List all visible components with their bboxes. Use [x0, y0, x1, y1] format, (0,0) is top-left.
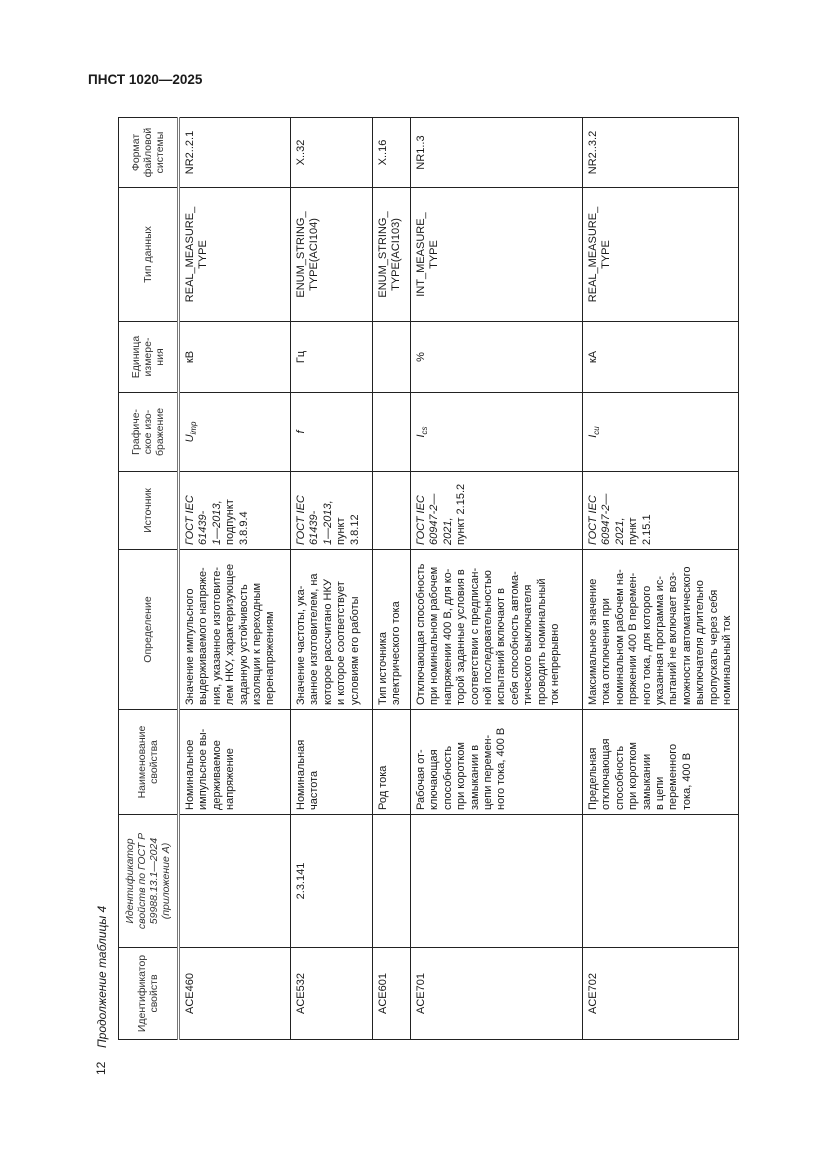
cell-property-name: Номинальное импульсное вы- держиваемое напряжение	[179, 710, 291, 815]
cell-definition: Отключающая способность при номинальном рабочем напряжении 400 В, для ко- торой заданные условия в соответствии с предписан- ной последовательностью испытаний включают в себя способность автома- тического выключателя проводить номинальный ток непрерывно	[411, 550, 583, 710]
header-definition: Определение	[119, 550, 179, 710]
header-source: Источник	[119, 472, 179, 550]
cell-gost-id	[373, 815, 411, 948]
symbol-base: I	[415, 434, 427, 438]
cell-file-format: X..32	[291, 118, 373, 188]
symbol-base: U	[184, 434, 196, 443]
cell-symbol	[583, 393, 739, 472]
header-file-format: Формат файловой системы	[119, 118, 179, 188]
cell-source	[373, 472, 411, 550]
cell-gost-id: 2.3.141	[291, 815, 373, 948]
cell-unit: %	[411, 322, 583, 393]
header-symbol: Графиче- ское изо- бражение	[119, 393, 179, 472]
cell-unit: кА	[583, 322, 739, 393]
table-caption: Продолжение таблицы 4	[95, 905, 109, 1048]
source-standard: ГОСТ IEC 61439- 1—2013,	[295, 495, 334, 545]
table-header-row	[119, 118, 179, 1040]
cell-data-type: ENUM_STRING_ TYPE(ACI104)	[291, 188, 373, 322]
cell-data-type: REAL_MEASURE_ TYPE	[583, 188, 739, 322]
symbol-subscript: cs	[420, 426, 430, 435]
cell-data-type: REAL_MEASURE_ TYPE	[179, 188, 291, 322]
table-row	[179, 118, 291, 1040]
cell-unit: кВ	[179, 322, 291, 393]
cell-source	[411, 472, 583, 550]
page-number: 12	[94, 1061, 108, 1075]
header-property-name: Наименование свойства	[119, 710, 179, 815]
source-clause: пункт 3.8.12	[335, 514, 361, 545]
header-data-type: Тип данных	[119, 188, 179, 322]
source-clause: пункт 2.15.2	[455, 483, 468, 545]
cell-definition: Значение импульсного выдерживаемого напряже- ния, указанное изготовите- лем НКУ, характеризующее заданную устойчивость изоляции к переходным перенапряжениям	[179, 550, 291, 710]
cell-property-id: ACE532	[291, 948, 373, 1040]
table-row	[411, 118, 583, 1040]
cell-property-id: ACE702	[583, 948, 739, 1040]
table-row	[373, 118, 411, 1040]
cell-gost-id	[179, 815, 291, 948]
source-standard: ГОСТ IEC 61439- 1—2013,	[184, 495, 223, 545]
cell-file-format: NR2..2.1	[179, 118, 291, 188]
cell-source	[291, 472, 373, 550]
cell-symbol	[411, 393, 583, 472]
properties-table-container	[118, 118, 734, 1040]
cell-symbol	[179, 393, 291, 472]
cell-gost-id	[583, 815, 739, 948]
cell-data-type: INT_MEASURE_ TYPE	[411, 188, 583, 322]
cell-file-format: X..16	[373, 118, 411, 188]
cell-property-id: ACE601	[373, 948, 411, 1040]
table-row	[583, 118, 739, 1040]
symbol-base: I	[587, 434, 599, 438]
cell-unit	[373, 322, 411, 393]
table-row	[291, 118, 373, 1040]
cell-property-name: Род тока	[373, 710, 411, 815]
header-property-id: Идентификатор свойств	[119, 948, 179, 1040]
header-gost-id: Идентификатор свойств по ГОСТ Р 59988.13.1—2024 (приложение А)	[119, 815, 179, 948]
document-code: ПНСТ 1020—2025	[88, 72, 203, 87]
cell-property-id: ACE701	[411, 948, 583, 1040]
source-clause: подпункт 3.8.9.4	[224, 499, 250, 545]
source-standard: ГОСТ IEC 60947-2— 2021,	[415, 493, 454, 545]
cell-symbol	[291, 393, 373, 472]
cell-gost-id	[411, 815, 583, 948]
cell-property-name: Номинальная частота	[291, 710, 373, 815]
symbol-base: f	[295, 430, 307, 434]
cell-property-name: Предельная отключающая способность при коротком замыкании в цепи переменного тока, 400 В	[583, 710, 739, 815]
cell-symbol	[373, 393, 411, 472]
symbol-subscript: imp	[189, 421, 199, 435]
cell-property-name: Рабочая от- ключающая способность при коротком замыкании в цепи перемен- ного тока, 400 В	[411, 710, 583, 815]
header-unit: Единица измере- ния	[119, 322, 179, 393]
source-standard: ГОСТ IEC 60947-2— 2021,	[587, 493, 626, 545]
cell-unit: Гц	[291, 322, 373, 393]
cell-source	[179, 472, 291, 550]
cell-property-id: ACE460	[179, 948, 291, 1040]
properties-table	[118, 117, 739, 1040]
cell-definition: Значение частоты, ука- занное изготовителем, на которое рассчитано НКУ и которое соответствует условиям его работы	[291, 550, 373, 710]
cell-source	[583, 472, 739, 550]
source-clause: пункт 2.15.1	[627, 514, 653, 545]
cell-definition: Максимальное значение тока отключения при номинальном рабочем на- пряжении 400 В перемен- ного тока, для которого указанная программа ис- пытаний не включает воз- можности автоматического выключателя длительно пропускать через себя номинальный ток	[583, 550, 739, 710]
cell-data-type: ENUM_STRING_ TYPE(ACI103)	[373, 188, 411, 322]
cell-definition: Тип источника электрического тока	[373, 550, 411, 710]
cell-file-format: NR1..3	[411, 118, 583, 188]
cell-file-format: NR2..3.2	[583, 118, 739, 188]
symbol-subscript: cu	[592, 426, 602, 435]
table-body	[179, 118, 739, 1040]
